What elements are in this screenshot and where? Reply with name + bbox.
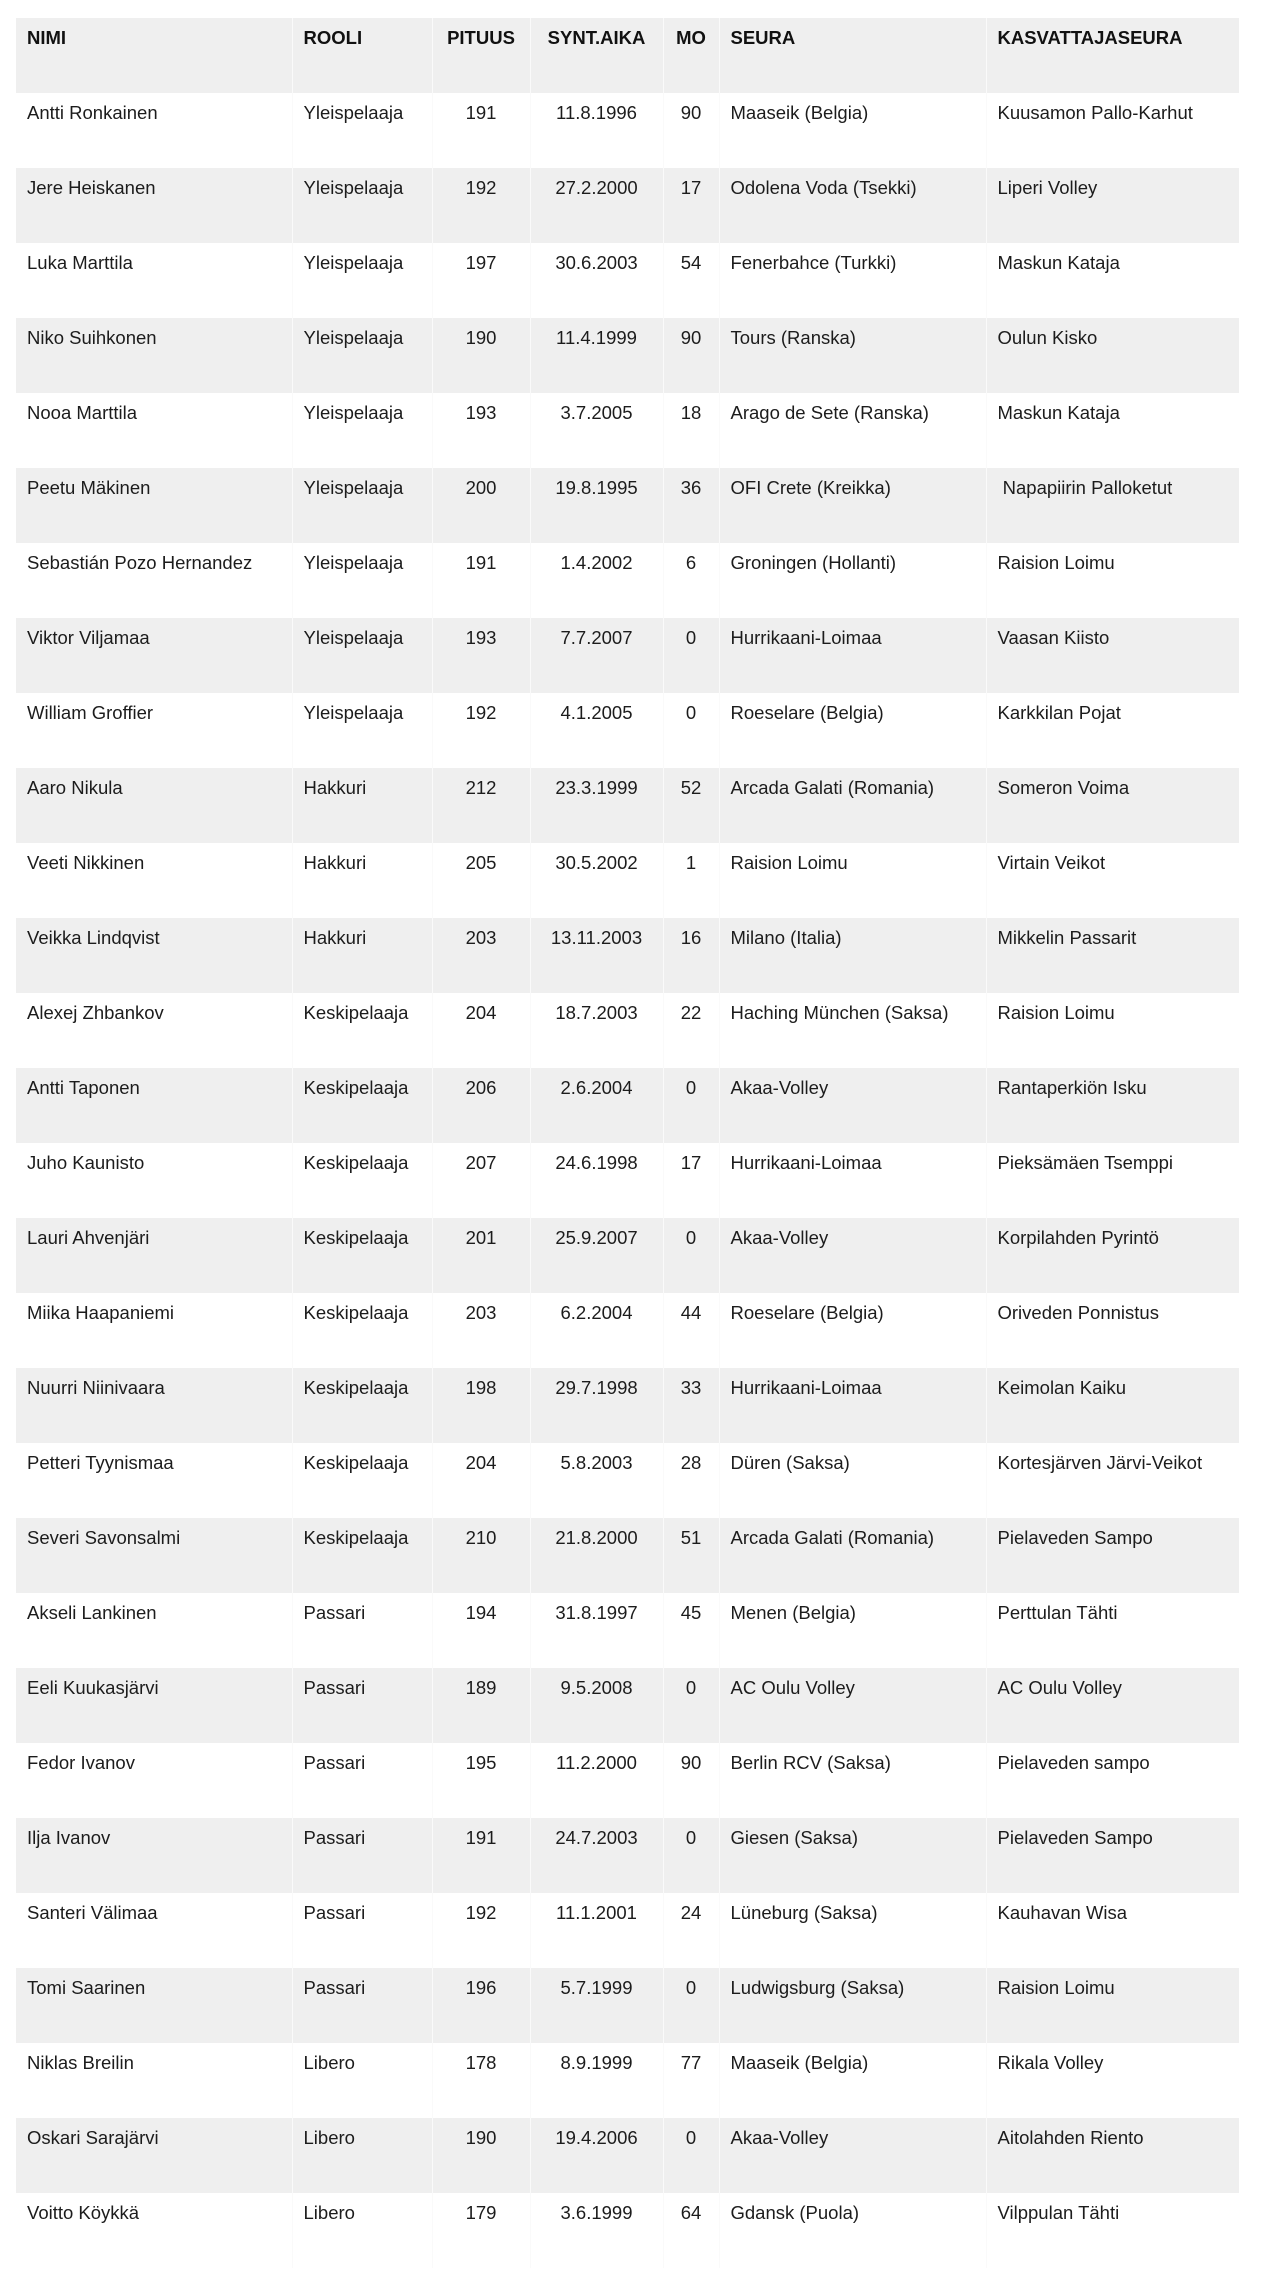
cell-birth-date: 9.5.2008 (560, 1677, 633, 1698)
cell-birth-date: 30.5.2002 (555, 852, 638, 873)
cell-role: Keskipelaaja (303, 1077, 409, 1098)
cell-home-club: Rantaperkiön Isku (997, 1077, 1147, 1098)
cell-home-club: Liperi Volley (997, 177, 1098, 198)
cell-name: Nooa Marttila (27, 402, 138, 423)
cell-name: Sebastián Pozo Hernandez (27, 552, 253, 573)
cell-role: Passari (303, 1827, 366, 1848)
cell-caps: 6 (685, 552, 697, 573)
cell-caps: 52 (680, 777, 702, 798)
cell-name: Voitto Köykkä (27, 2202, 140, 2223)
cell-caps: 24 (680, 1902, 702, 1923)
cell-club: AC Oulu Volley (730, 1677, 855, 1698)
cell-caps: 44 (680, 1302, 702, 1323)
cell-height: 204 (465, 1452, 497, 1473)
cell-height: 191 (465, 552, 497, 573)
table-row (16, 1818, 1239, 1893)
cell-club: Odolena Voda (Tsekki) (730, 177, 917, 198)
table-row (16, 2043, 1239, 2118)
cell-role: Yleispelaaja (303, 477, 404, 498)
cell-club: Fenerbahce (Turkki) (730, 252, 897, 273)
column-header-name: NIMI (27, 27, 67, 48)
cell-height: 192 (465, 702, 497, 723)
cell-height: 203 (465, 1302, 497, 1323)
cell-home-club: Kauhavan Wisa (997, 1902, 1128, 1923)
cell-home-club: Karkkilan Pojat (997, 702, 1121, 723)
cell-caps: 0 (685, 1677, 697, 1698)
cell-club: Arago de Sete (Ranska) (730, 402, 929, 423)
table-row (16, 243, 1239, 318)
cell-home-club: Aitolahden Riento (997, 2127, 1144, 2148)
cell-birth-date: 25.9.2007 (555, 1227, 638, 1248)
cell-role: Keskipelaaja (303, 1302, 409, 1323)
cell-height: 201 (465, 1227, 497, 1248)
cell-name: Veeti Nikkinen (27, 852, 145, 873)
cell-name: Juho Kaunisto (27, 1152, 145, 1173)
cell-role: Libero (303, 2052, 355, 2073)
cell-home-club: Oriveden Ponnistus (997, 1302, 1159, 1323)
cell-name: Petteri Tyynismaa (27, 1452, 174, 1473)
cell-caps: 1 (685, 852, 697, 873)
cell-role: Libero (303, 2202, 355, 2223)
cell-height: 212 (465, 777, 497, 798)
column-header-role: ROOLI (303, 27, 363, 48)
table-row (16, 918, 1239, 993)
cell-height: 179 (465, 2202, 497, 2223)
cell-name: Ilja Ivanov (27, 1827, 111, 1848)
cell-club: Menen (Belgia) (730, 1602, 856, 1623)
cell-name: Luka Marttila (27, 252, 133, 273)
cell-name: Aaro Nikula (27, 777, 123, 798)
cell-birth-date: 18.7.2003 (555, 1002, 638, 1023)
cell-role: Hakkuri (303, 777, 367, 798)
cell-name: Akseli Lankinen (27, 1602, 157, 1623)
cell-caps: 36 (680, 477, 702, 498)
table-row (16, 618, 1239, 693)
cell-name: Santeri Välimaa (27, 1902, 158, 1923)
table-row (16, 2193, 1239, 2268)
table-row (16, 768, 1239, 843)
cell-name: Niko Suihkonen (27, 327, 157, 348)
cell-caps: 33 (680, 1377, 702, 1398)
cell-birth-date: 19.8.1995 (555, 477, 638, 498)
cell-caps: 90 (680, 1752, 702, 1773)
cell-club: Hurrikaani-Loimaa (730, 1152, 882, 1173)
cell-name: Jere Heiskanen (27, 177, 156, 198)
cell-birth-date: 23.3.1999 (555, 777, 638, 798)
cell-club: Arcada Galati (Romania) (730, 777, 935, 798)
cell-home-club: Virtain Veikot (997, 852, 1106, 873)
cell-home-club: Pieksämäen Tsemppi (997, 1152, 1173, 1173)
cell-name: Oskari Sarajärvi (27, 2127, 159, 2148)
cell-name: Alexej Zhbankov (27, 1002, 164, 1023)
cell-club: Giesen (Saksa) (730, 1827, 858, 1848)
cell-club: Maaseik (Belgia) (730, 102, 869, 123)
cell-caps: 0 (685, 702, 697, 723)
table-row (16, 1293, 1239, 1368)
cell-role: Libero (303, 2127, 355, 2148)
cell-club: Berlin RCV (Saksa) (730, 1752, 891, 1773)
cell-birth-date: 24.7.2003 (555, 1827, 638, 1848)
cell-caps: 45 (680, 1602, 702, 1623)
table-row (16, 93, 1239, 168)
cell-birth-date: 27.2.2000 (555, 177, 638, 198)
cell-name: Veikka Lindqvist (27, 927, 160, 948)
cell-name: Antti Taponen (27, 1077, 140, 1098)
cell-name: Miika Haapaniemi (27, 1302, 175, 1323)
cell-caps: 77 (680, 2052, 702, 2073)
cell-role: Hakkuri (303, 852, 367, 873)
cell-caps: 0 (685, 1227, 697, 1248)
table-row (16, 543, 1239, 618)
table-row (16, 843, 1239, 918)
cell-birth-date: 11.2.2000 (556, 1752, 637, 1773)
cell-club: Düren (Saksa) (730, 1452, 850, 1473)
cell-home-club: Maskun Kataja (997, 252, 1120, 273)
cell-height: 203 (465, 927, 497, 948)
cell-role: Hakkuri (303, 927, 367, 948)
cell-birth-date: 29.7.1998 (555, 1377, 638, 1398)
cell-home-club: Raision Loimu (997, 1977, 1115, 1998)
cell-height: 191 (465, 1827, 497, 1848)
cell-birth-date: 6.2.2004 (560, 1302, 633, 1323)
player-roster-table (16, 18, 1239, 2268)
cell-birth-date: 11.1.2001 (556, 1902, 637, 1923)
table-row (16, 1443, 1239, 1518)
cell-birth-date: 5.8.2003 (560, 1452, 633, 1473)
cell-role: Yleispelaaja (303, 327, 404, 348)
cell-name: Lauri Ahvenjäri (27, 1227, 150, 1248)
table-row (16, 1893, 1239, 1968)
cell-caps: 51 (680, 1527, 702, 1548)
cell-name: Tomi Saarinen (27, 1977, 146, 1998)
cell-birth-date: 31.8.1997 (555, 1602, 638, 1623)
cell-role: Yleispelaaja (303, 252, 404, 273)
cell-caps: 18 (680, 402, 702, 423)
table-row (16, 168, 1239, 243)
cell-caps: 28 (680, 1452, 702, 1473)
cell-caps: 54 (680, 252, 702, 273)
cell-club: Maaseik (Belgia) (730, 2052, 869, 2073)
table-header-row (16, 18, 1239, 93)
cell-home-club: AC Oulu Volley (997, 1677, 1122, 1698)
cell-caps: 17 (680, 1152, 702, 1173)
cell-name: Peetu Mäkinen (27, 477, 151, 498)
cell-birth-date: 30.6.2003 (555, 252, 638, 273)
cell-caps: 0 (685, 2127, 697, 2148)
cell-name: Viktor Viljamaa (27, 627, 150, 648)
cell-home-club: Rikala Volley (997, 2052, 1104, 2073)
cell-club: Arcada Galati (Romania) (730, 1527, 935, 1548)
cell-height: 204 (465, 1002, 497, 1023)
cell-home-club: Mikkelin Passarit (997, 927, 1137, 948)
cell-height: 192 (465, 1902, 497, 1923)
cell-caps: 0 (685, 1977, 697, 1998)
cell-home-club: Pielaveden sampo (997, 1752, 1150, 1773)
cell-club: Akaa-Volley (730, 1227, 829, 1248)
table-row (16, 318, 1239, 393)
cell-height: 193 (465, 402, 497, 423)
cell-birth-date: 4.1.2005 (560, 702, 633, 723)
cell-name: Severi Savonsalmi (27, 1527, 181, 1548)
cell-name: Nuurri Niinivaara (27, 1377, 165, 1398)
table-row (16, 1743, 1239, 1818)
column-header-caps: MO (676, 27, 706, 48)
cell-height: 190 (465, 327, 497, 348)
cell-name: Niklas Breilin (27, 2052, 134, 2073)
cell-birth-date: 21.8.2000 (555, 1527, 638, 1548)
cell-home-club: Raision Loimu (997, 1002, 1115, 1023)
table-row (16, 2118, 1239, 2193)
cell-height: 210 (465, 1527, 497, 1548)
cell-height: 197 (465, 252, 497, 273)
cell-role: Keskipelaaja (303, 1452, 409, 1473)
table-row (16, 1593, 1239, 1668)
cell-home-club: Maskun Kataja (997, 402, 1120, 423)
cell-home-club: Oulun Kisko (997, 327, 1098, 348)
cell-caps: 17 (680, 177, 702, 198)
table-row (16, 393, 1239, 468)
cell-height: 193 (465, 627, 497, 648)
cell-name: Fedor Ivanov (27, 1752, 135, 1773)
table-row (16, 1368, 1239, 1443)
cell-home-club: Vaasan Kiisto (997, 627, 1110, 648)
cell-height: 192 (465, 177, 497, 198)
cell-home-club: Perttulan Tähti (997, 1602, 1118, 1623)
cell-home-club: Kuusamon Pallo-Karhut (997, 102, 1193, 123)
cell-club: Roeselare (Belgia) (730, 1302, 884, 1323)
cell-height: 195 (465, 1752, 497, 1773)
cell-role: Keskipelaaja (303, 1002, 409, 1023)
table-row (16, 1218, 1239, 1293)
cell-birth-date: 7.7.2007 (560, 627, 633, 648)
cell-name: Eeli Kuukasjärvi (27, 1677, 159, 1698)
cell-role: Yleispelaaja (303, 177, 404, 198)
cell-birth-date: 11.8.1996 (556, 102, 637, 123)
cell-club: Groningen (Hollanti) (730, 552, 897, 573)
cell-club: Ludwigsburg (Saksa) (730, 1977, 905, 1998)
cell-home-club: Someron Voima (997, 777, 1130, 798)
cell-club: Akaa-Volley (730, 1077, 829, 1098)
cell-role: Passari (303, 1752, 366, 1773)
cell-club: Haching München (Saksa) (730, 1002, 949, 1023)
cell-home-club: Raision Loimu (997, 552, 1115, 573)
cell-club: Milano (Italia) (730, 927, 842, 948)
cell-height: 189 (465, 1677, 497, 1698)
cell-height: 178 (465, 2052, 497, 2073)
cell-birth-date: 3.6.1999 (560, 2202, 633, 2223)
cell-caps: 0 (685, 1827, 697, 1848)
cell-height: 198 (465, 1377, 497, 1398)
cell-caps: 16 (680, 927, 702, 948)
cell-club: Hurrikaani-Loimaa (730, 1377, 882, 1398)
cell-birth-date: 2.6.2004 (560, 1077, 633, 1098)
cell-height: 206 (465, 1077, 497, 1098)
cell-club: Lüneburg (Saksa) (730, 1902, 878, 1923)
cell-role: Yleispelaaja (303, 102, 404, 123)
cell-height: 194 (465, 1602, 497, 1623)
cell-name: Antti Ronkainen (27, 102, 158, 123)
cell-role: Yleispelaaja (303, 402, 404, 423)
cell-caps: 0 (685, 1077, 697, 1098)
cell-height: 190 (465, 2127, 497, 2148)
cell-home-club: Kortesjärven Järvi-Veikot (997, 1452, 1203, 1473)
cell-height: 200 (465, 477, 497, 498)
column-header-birth-date: SYNT.AIKA (547, 27, 646, 48)
cell-birth-date: 3.7.2005 (560, 402, 633, 423)
cell-role: Keskipelaaja (303, 1227, 409, 1248)
cell-role: Passari (303, 1602, 366, 1623)
cell-height: 205 (465, 852, 497, 873)
cell-club: OFI Crete (Kreikka) (730, 477, 891, 498)
cell-role: Keskipelaaja (303, 1527, 409, 1548)
table-row (16, 468, 1239, 543)
cell-birth-date: 1.4.2002 (560, 552, 633, 573)
cell-caps: 22 (680, 1002, 702, 1023)
cell-height: 207 (465, 1152, 497, 1173)
table-row (16, 693, 1239, 768)
cell-caps: 0 (685, 627, 697, 648)
cell-club: Gdansk (Puola) (730, 2202, 860, 2223)
cell-birth-date: 24.6.1998 (555, 1152, 638, 1173)
cell-height: 196 (465, 1977, 497, 1998)
cell-role: Yleispelaaja (303, 627, 404, 648)
cell-caps: 90 (680, 102, 702, 123)
cell-role: Yleispelaaja (303, 552, 404, 573)
cell-home-club: Napapiirin Palloketut (997, 477, 1173, 498)
table-row (16, 1968, 1239, 2043)
table-row (16, 1668, 1239, 1743)
cell-home-club: Keimolan Kaiku (997, 1377, 1127, 1398)
table-row (16, 1068, 1239, 1143)
cell-caps: 64 (680, 2202, 702, 2223)
table-row (16, 1518, 1239, 1593)
cell-role: Passari (303, 1677, 366, 1698)
cell-caps: 90 (680, 327, 702, 348)
cell-height: 191 (465, 102, 497, 123)
cell-club: Roeselare (Belgia) (730, 702, 884, 723)
cell-role: Keskipelaaja (303, 1377, 409, 1398)
cell-club: Hurrikaani-Loimaa (730, 627, 882, 648)
cell-home-club: Pielaveden Sampo (997, 1527, 1153, 1548)
cell-birth-date: 8.9.1999 (560, 2052, 633, 2073)
cell-home-club: Korpilahden Pyrintö (997, 1227, 1159, 1248)
column-header-club: SEURA (730, 27, 796, 48)
cell-name: William Groffier (27, 702, 154, 723)
cell-birth-date: 11.4.1999 (556, 327, 637, 348)
cell-home-club: Vilppulan Tähti (997, 2202, 1120, 2223)
cell-role: Yleispelaaja (303, 702, 404, 723)
table-body (16, 93, 1239, 2268)
cell-club: Raision Loimu (730, 852, 848, 873)
cell-role: Keskipelaaja (303, 1152, 409, 1173)
cell-home-club: Pielaveden Sampo (997, 1827, 1153, 1848)
column-header-height: PITUUS (447, 27, 515, 48)
table-row (16, 1143, 1239, 1218)
column-header-home-club: KASVATTAJASEURA (997, 27, 1183, 48)
cell-club: Tours (Ranska) (730, 327, 856, 348)
table-row (16, 993, 1239, 1068)
cell-birth-date: 13.11.2003 (550, 927, 643, 948)
cell-role: Passari (303, 1902, 366, 1923)
cell-birth-date: 19.4.2006 (555, 2127, 638, 2148)
cell-birth-date: 5.7.1999 (560, 1977, 633, 1998)
cell-role: Passari (303, 1977, 366, 1998)
cell-club: Akaa-Volley (730, 2127, 829, 2148)
